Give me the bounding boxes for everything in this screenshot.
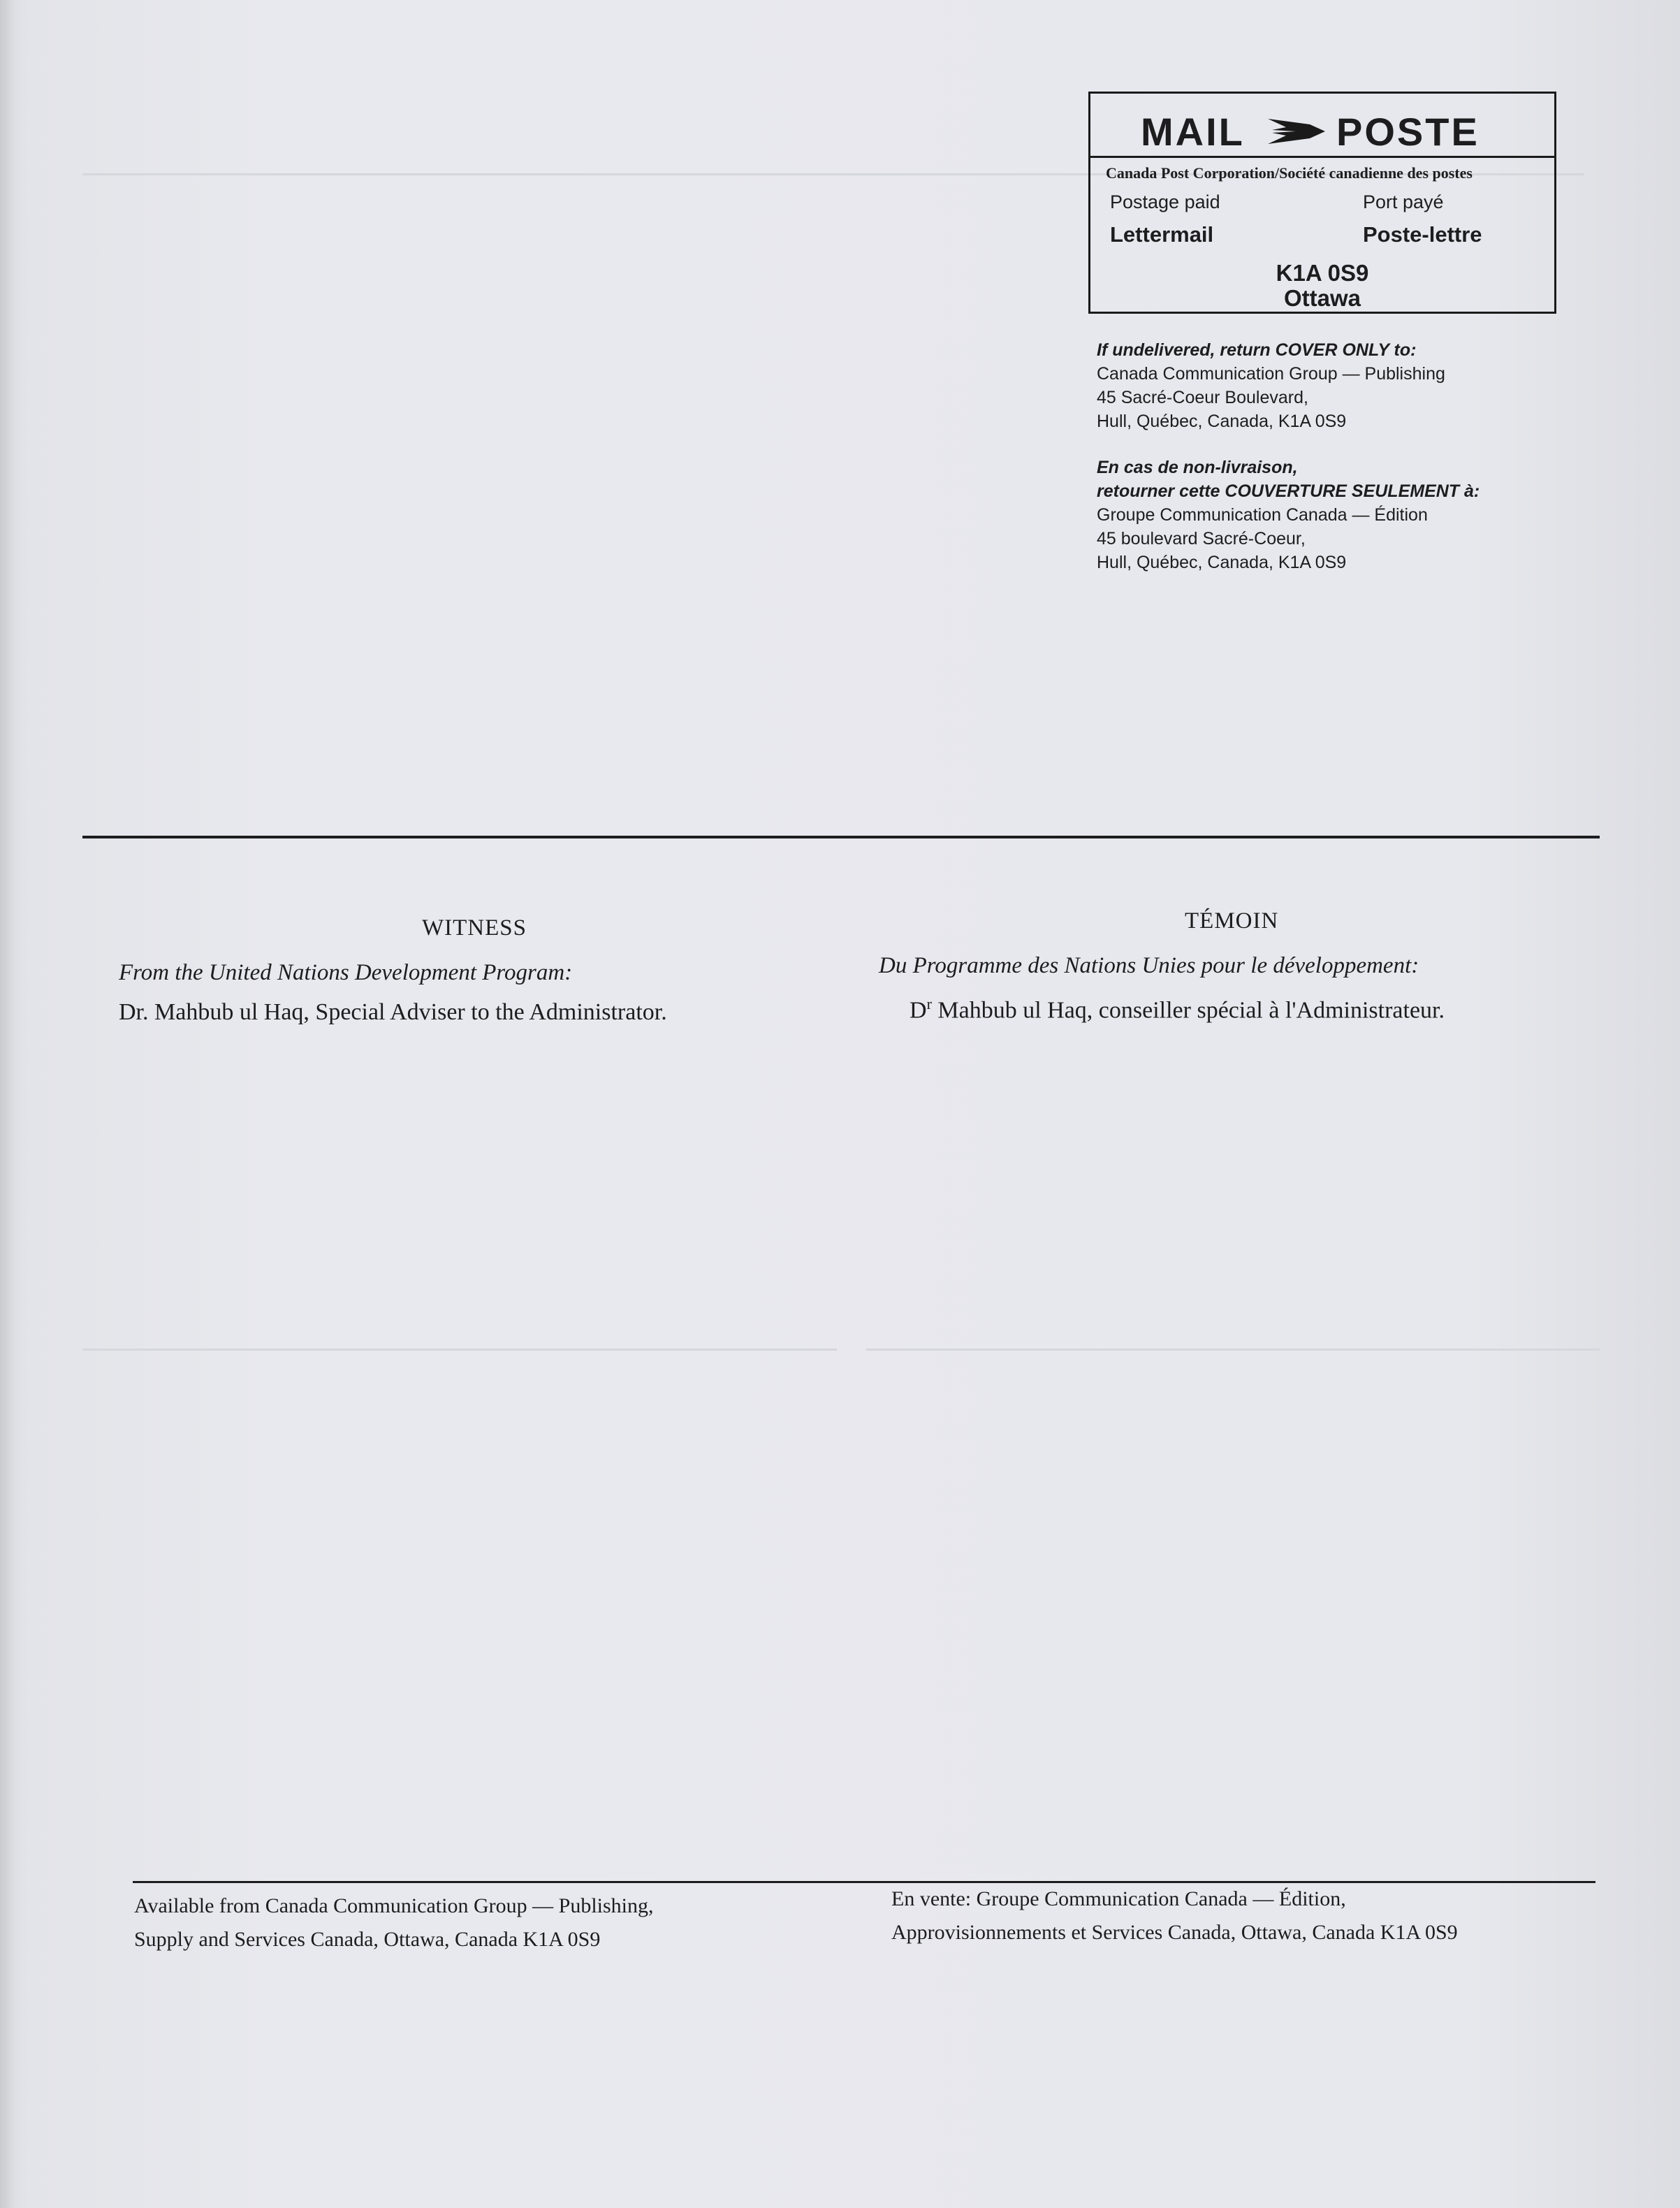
return-address-fr bbox=[1097, 456, 1480, 574]
footer-en-line-1: Available from Canada Communication Group — Publishing, bbox=[134, 1894, 654, 1917]
retour-line-3: Hull, Québec, Canada, K1A 0S9 bbox=[1097, 553, 1347, 572]
retour-line-2: 45 boulevard Sacré-Coeur, bbox=[1097, 529, 1306, 549]
temoin-name bbox=[910, 995, 1445, 1024]
witness-heading: WITNESS bbox=[422, 915, 527, 940]
footer-fr-line-2: Approvisionnements et Services Canada, Ottawa, Canada K1A 0S9 bbox=[891, 1921, 1458, 1944]
mail-label: MAIL bbox=[1141, 110, 1245, 154]
corporation-name: Canada Post Corporation/Société canadienne des postes bbox=[1106, 164, 1473, 182]
lettermail-fr: Poste-lettre bbox=[1363, 222, 1482, 247]
ghost-end-rule bbox=[82, 1349, 837, 1351]
return-heading-fr-1: En cas de non-livraison, bbox=[1097, 458, 1298, 477]
postage-paid-fr: Port payé bbox=[1363, 191, 1444, 212]
return-line-3: Hull, Québec, Canada, K1A 0S9 bbox=[1097, 412, 1347, 431]
temoin-name-superscript: r bbox=[926, 995, 932, 1012]
ghost-end-rule-right bbox=[866, 1349, 1600, 1351]
return-address-en bbox=[1097, 338, 1445, 433]
lettermail-en: Lettermail bbox=[1110, 222, 1214, 247]
return-line-2: 45 Sacré-Coeur Boulevard, bbox=[1097, 388, 1308, 407]
canada-post-logo-icon bbox=[1268, 115, 1325, 148]
witness-organization: From the United Nations Development Program: bbox=[119, 960, 573, 985]
poste-label: POSTE bbox=[1336, 110, 1480, 154]
retour-line-1: Groupe Communication Canada — Édition bbox=[1097, 505, 1428, 525]
return-line-1: Canada Communication Group — Publishing bbox=[1097, 364, 1445, 384]
section-divider bbox=[82, 836, 1600, 838]
city: Ottawa bbox=[1283, 285, 1361, 311]
footer-availability-fr bbox=[891, 1882, 1458, 1949]
postage-indicia bbox=[1088, 92, 1556, 314]
temoin-name-prefix: D bbox=[910, 997, 927, 1024]
temoin-name-text: Mahbub ul Haq, conseiller spécial à l'Administrateur. bbox=[931, 997, 1445, 1024]
footer-fr-line-1: En vente: Groupe Communication Canada — Édition, bbox=[891, 1887, 1346, 1910]
temoin-organization: Du Programme des Nations Unies pour le développement: bbox=[879, 953, 1419, 978]
witness-name: Dr. Mahbub ul Haq, Special Adviser to the Administrator. bbox=[119, 999, 667, 1025]
temoin-heading: TÉMOIN bbox=[1185, 908, 1279, 934]
footer-availability-en bbox=[134, 1889, 654, 1956]
page-edge bbox=[0, 0, 15, 2208]
return-heading-fr-2: retourner cette COUVERTURE SEULEMENT à: bbox=[1097, 481, 1480, 501]
return-heading-en: If undelivered, return COVER ONLY to: bbox=[1097, 340, 1417, 360]
footer-en-line-2: Supply and Services Canada, Ottawa, Canada K1A 0S9 bbox=[134, 1928, 601, 1951]
postage-paid-en: Postage paid bbox=[1110, 191, 1220, 212]
postal-code: K1A 0S9 bbox=[1276, 260, 1369, 286]
indicia-header bbox=[1090, 94, 1554, 158]
